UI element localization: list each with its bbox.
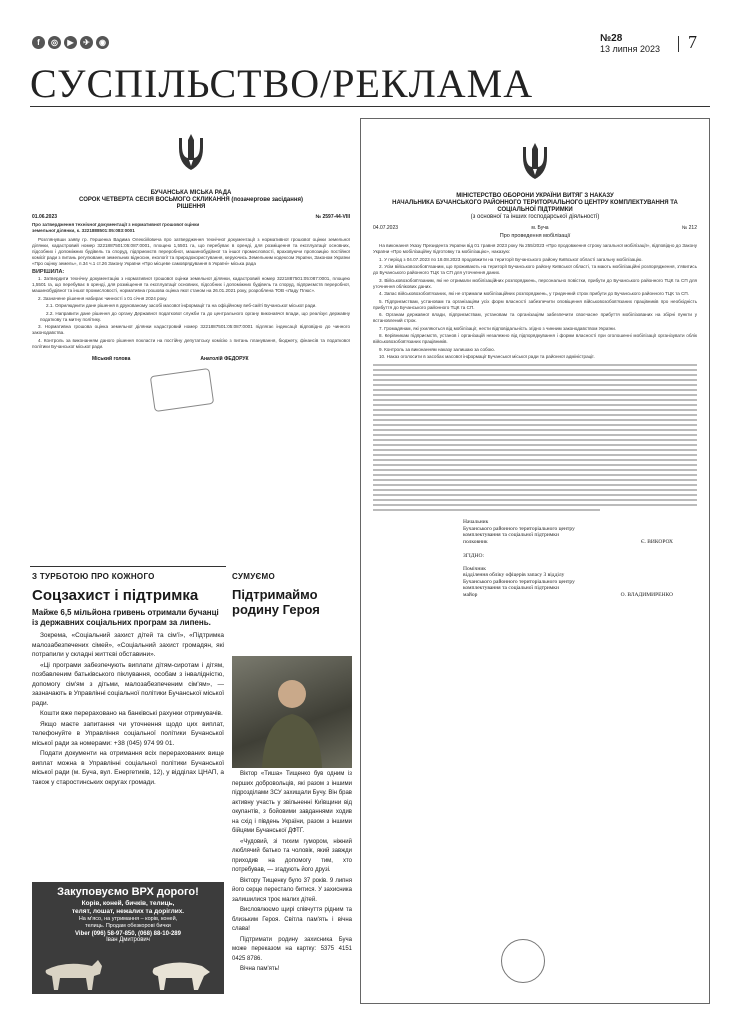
paragraph: Віктору Тищенку було 37 років. 9 липня його серце перестало битися. У захисника залишилися троє малих дітей.	[232, 877, 352, 903]
rubric: СУМУЄМО	[232, 572, 275, 581]
order-date: 04.07.2023	[373, 225, 399, 231]
paragraph: Вічна пам'ять!	[240, 966, 280, 972]
decision-date: 01.06.2023	[32, 214, 58, 220]
sign-name: Анатолій ФЕДОРУК	[200, 355, 249, 362]
hero-body	[232, 770, 352, 975]
order-title: Про проведення мобілізації	[499, 233, 571, 239]
order-paragraph: 5. Підприємствам, установам та організаціям усіх форм власності забезпечити оповіщення військовозобов'язаних працівників про необхідність прибуття до Бучанського районного ТЦК та СП.	[373, 298, 697, 310]
sign-line: О. ВЛАДИМИРЕНКО	[620, 591, 673, 598]
unit-name: НАЧАЛЬНИКА БУЧАНСЬКОГО РАЙОННОГО ТЕРИТОРІАЛЬНОГО ЦЕНТРУ КОМПЛЕКТУВАННЯ ТА СОЦІАЛЬНОЇ ПІДТРИМКИ	[392, 200, 678, 213]
social-article	[32, 572, 224, 787]
decision-item: 2.2. Направити дане рішення до органу Державної податкової служби та до центрального органу виконавчої влади, що реалізує державну податкову та митну політику.	[40, 310, 350, 322]
sign-line: комплектування та соціальної підтримки	[463, 532, 559, 538]
ad-line: телят, лошат, нежалих та доріглих.	[71, 908, 185, 915]
lead: Майже 6,5 мільйона гривень отримали бучанці із державних соціальних програм за липень.	[32, 608, 219, 627]
livestock-icon	[36, 954, 220, 992]
doc-type: РІШЕННЯ	[176, 204, 206, 210]
sign-line: Бучанського районного територіального центру	[463, 525, 575, 532]
sign-line: Начальник	[463, 519, 489, 525]
order-place: м. Буча	[531, 225, 549, 231]
headline: Соцзахист і підтримка	[32, 587, 199, 604]
order-paragraph: 10. Наказ оголосити в засобах масової інформації Бучанської міської ради та районної адміністрації.	[379, 354, 595, 359]
sign-line: полковник	[463, 538, 488, 545]
sign-title: Міський голова	[92, 355, 131, 362]
order-paragraph: 1. У період з 04.07.2023 по 18.08.2023 продовжити на території Бучанського району Київської області загальну мобілізацію.	[379, 256, 643, 262]
ad-contact: Іван Дмитрович	[106, 937, 150, 943]
sign-line: комплектування та соціальної підтримки	[463, 585, 559, 591]
ad-line: телиць. Продам обезкорові бички	[85, 923, 171, 929]
livestock-ad	[32, 882, 224, 994]
order-paragraph: 4. Запас військовозобов'язаних, які не отримали мобілізаційних розпоряджень, у триденний строк прибути до Бучанського районного ТЦК та СП.	[379, 291, 689, 296]
order-paragraph: На виконання Указу Президента України від 01 травня 2023 року № 255/2023 «Про продовження строку загальної мобілізації», відповідно до Закону України «Про мобілізаційну підготовку та мобілізацію», наказую:	[373, 243, 697, 254]
paragraph: «Ці програми забезпечують виплати дітям-сиротам і дітям, позбавленим батьківського піклування, особам з інвалідністю, допомогу сім'ям з дітьми, малозабезпеченим сім'ям», — зазначають в Управлінні соціальної політики Бучанської міської ради.	[32, 661, 224, 707]
trident-icon	[373, 141, 697, 181]
page-number: 7	[688, 32, 697, 52]
paragraph: Висловлюємо щирі співчуття рідним та близьким Героя. Світла пам'ять і вічна слава!	[232, 907, 352, 932]
youtube-icon[interactable]: ▶	[64, 36, 77, 49]
paragraph: Кошти вже перераховано на банківські рахунки отримувачів.	[40, 710, 223, 717]
article-rule	[30, 566, 226, 567]
sign-line: Є. ВИКОРОХ	[640, 538, 673, 545]
viber-icon[interactable]: ◉	[96, 36, 109, 49]
issue-info	[600, 33, 660, 54]
ad-line: Корів, коней, бичків, телиць,	[81, 900, 175, 907]
decision-item: 2.1. Оприлюднити дане рішення в друкованому засобі масової інформації та на офіційному веб-сайті Бучанської міської ради.	[46, 303, 317, 308]
decision-subject: Про затвердження технічної документації з нормативної грошової оцінки земельної ділянки, к. 3221888501:05:083:0001	[32, 222, 200, 233]
military-order	[360, 118, 710, 1004]
decision-item: 1. Затвердити технічну документацію з нормативної грошової оцінки земельної ділянки, кадастровий номер 3221887501:05:087:0001, площею 1,5501 га, що перебуває в оренді, для розміщення та експлуатації основних, підсобних і допоміжних будівель та споруд, підприємств переробної, машинобудівної та іншої промисловості, нормативна грошова оцінка якої станом на 26.01.2021 року, розроблена ТОВ «Ладу Плюс».	[32, 276, 350, 293]
sign-line: Помічник	[463, 565, 486, 572]
order-paragraph: 2. Усім військовозобов'язаним, що проживають на території Бучанського району Київської області, та мають мобілізаційні розпорядження, з'явитись до Бучанського районного ТЦК та СП для уточнення даних.	[373, 264, 697, 275]
decision-item: 2. Зазначене рішення набирає чинності з 01 січня 2024 року.	[38, 295, 168, 301]
divider	[678, 36, 679, 52]
order-paragraph: 3. Військовозобов'язаним, які не отримали мобілізаційних розпоряджень, персонально повістки, прибути до Бучанського районного ТЦК та СП для уточнення облікових даних.	[373, 277, 697, 289]
trident-icon	[32, 132, 350, 172]
ministry: МІНІСТЕРСТВО ОБОРОНИ УКРАЇНИ ВИТЯГ З НАКАЗУ	[456, 193, 614, 199]
sign-line: майор	[463, 591, 478, 598]
order-sub: (з основної та інших господарської діяльності)	[470, 214, 600, 220]
order-paragraph: 8. Керівникам підприємств, установ і організацій незалежно від підпорядкування і форми власності при оголошенні мобілізації організувати облік військовозобов'язаних працівників.	[373, 333, 697, 344]
session-name: СОРОК ЧЕТВЕРТА СЕСІЯ ВОСЬМОГО СКЛИКАННЯ (позачергове засідання)	[79, 197, 303, 203]
header-rule	[30, 106, 710, 107]
paragraph: Якщо маєте запитання чи уточнення щодо цих виплат, телефонуйте в Управління соціальної політики Бучанської міської ради за номерами: +38 (045) 974 99 01.	[32, 720, 224, 747]
social-icons	[32, 36, 109, 49]
telegram-icon[interactable]: ✈	[80, 36, 93, 49]
instagram-icon[interactable]: ◎	[48, 36, 61, 49]
order-paragraph: 9. Контроль за виконанням наказу залишаю за собою.	[379, 346, 495, 352]
fine-print-block	[373, 364, 697, 511]
round-stamp	[501, 939, 545, 983]
paragraph: Зокрема, «Соціальний захист дітей та сім'ї», «Підтримка малозабезпечених сімей», «Соціальний захист громадян, які потрапили у складні життєві обставини».	[32, 632, 224, 658]
order-signature	[463, 519, 697, 598]
headline: Підтримаймо родину Героя	[232, 587, 320, 617]
facebook-icon[interactable]: f	[32, 36, 45, 49]
true-copy: ЗГІДНО:	[463, 553, 484, 559]
order-paragraph: 6. Органам державної влади, підприємствам, установам та організаціям забезпечити своєчасне прибуття мобілізованих на збірні пункти у встановлений строк.	[373, 312, 697, 323]
decision-number: № 2597-44-VIII	[315, 214, 350, 220]
ad-headline: Закуповуємо ВРХ дорого!	[57, 886, 199, 898]
sign-line: відділення обліку офіцерів запасу 3 відділу	[463, 572, 565, 578]
sign-line: Бучанського районного територіального центру	[463, 578, 575, 585]
ad-phone[interactable]: Viber (096) 58-97-850, (068) 88-10-289	[75, 931, 181, 937]
ad-line: На м'ясо, на утримання – корів, коней,	[78, 916, 178, 922]
order-paragraph: 7. Громадянам, які ухиляються від мобілізації, нести відповідальність згідно з чинним законодавством України.	[379, 325, 617, 331]
issue-number: №28	[600, 33, 623, 44]
paragraph: «Чудовий, зі тихим гумором, ніжний люблячий батько та чоловік, який завжди приходив на допомогу тим, хто потребував, — згадують його друзі.	[232, 838, 352, 873]
decision-body: Розглянувши заяву гр. Гершенка Вадима Олексійовича про затвердження технічної документації з нормативної грошової оцінки земельної ділянки, кадастровий номер 3221887501:05:087:0001, площею 1,5501 га, що перебуває в оренді, для розміщення та експлуатації основних, підсобних і допоміжних будівель та споруд, підприємств переробної, машинобудівної та іншої промисловості, враховуючи пропозицію постійної комісії ради з питань регулювання земельних відносин, екології та природокористування, керуючись Земельним кодексом України, Законом України «Про оцінку земель», п.34 ч.1 ст.26 Закону України «Про місцеве самоврядування в Україні» міська рада	[32, 237, 350, 266]
council-decision	[32, 132, 350, 408]
issue-date: 13 липня 2023	[600, 44, 661, 54]
hero-article	[232, 566, 352, 617]
paragraph: Подати документи на отримання всіх перерахованих вище виплат можна в Управлінні соціальної політики Бучанської міської ради (м. Буча, вул. Енергетиків, 12), у відділах ЦНАП, а також у старостинських округах громади.	[32, 750, 224, 786]
paragraph: Віктор «Тиша» Тищенко був одним із перших добровольців, які разом з іншими підрозділами ЗСУ захищали Бучу. Він брав активну участь у звільненні Київщини від окупантів, з бойовими завданнями ходив на схід і південь України, разом з іншими бійцями Бучанської ДФТГ.	[232, 771, 352, 834]
paragraph: Підтримати родину захисника Буча може переказом на картку: 5375 4151 0425 8786.	[232, 936, 352, 962]
decision-item: 3. Нормативна грошова оцінка земельної ділянки кадастровий номер 3221887501:05:087:0001 підлягає індексації відповідно до чинного законодавства.	[32, 324, 350, 335]
rubric: З ТУРБОТОЮ ПРО КОЖНОГО	[32, 572, 155, 581]
order-number: № 212	[681, 225, 697, 231]
org-name: БУЧАНСЬКА МІСЬКА РАДА	[150, 190, 232, 196]
decided-label: ВИРІШИЛА:	[32, 268, 65, 275]
decision-item: 4. Контроль за виконанням даного рішення покласти на постійну депутатську комісію з питань планування, бюджету, фінансів та податкової політики Бучанської міської ради.	[32, 337, 350, 349]
hero-photo	[232, 656, 352, 768]
section-title: СУСПІЛЬСТВО/РЕКЛАМА	[30, 61, 534, 106]
stamp	[150, 368, 214, 412]
